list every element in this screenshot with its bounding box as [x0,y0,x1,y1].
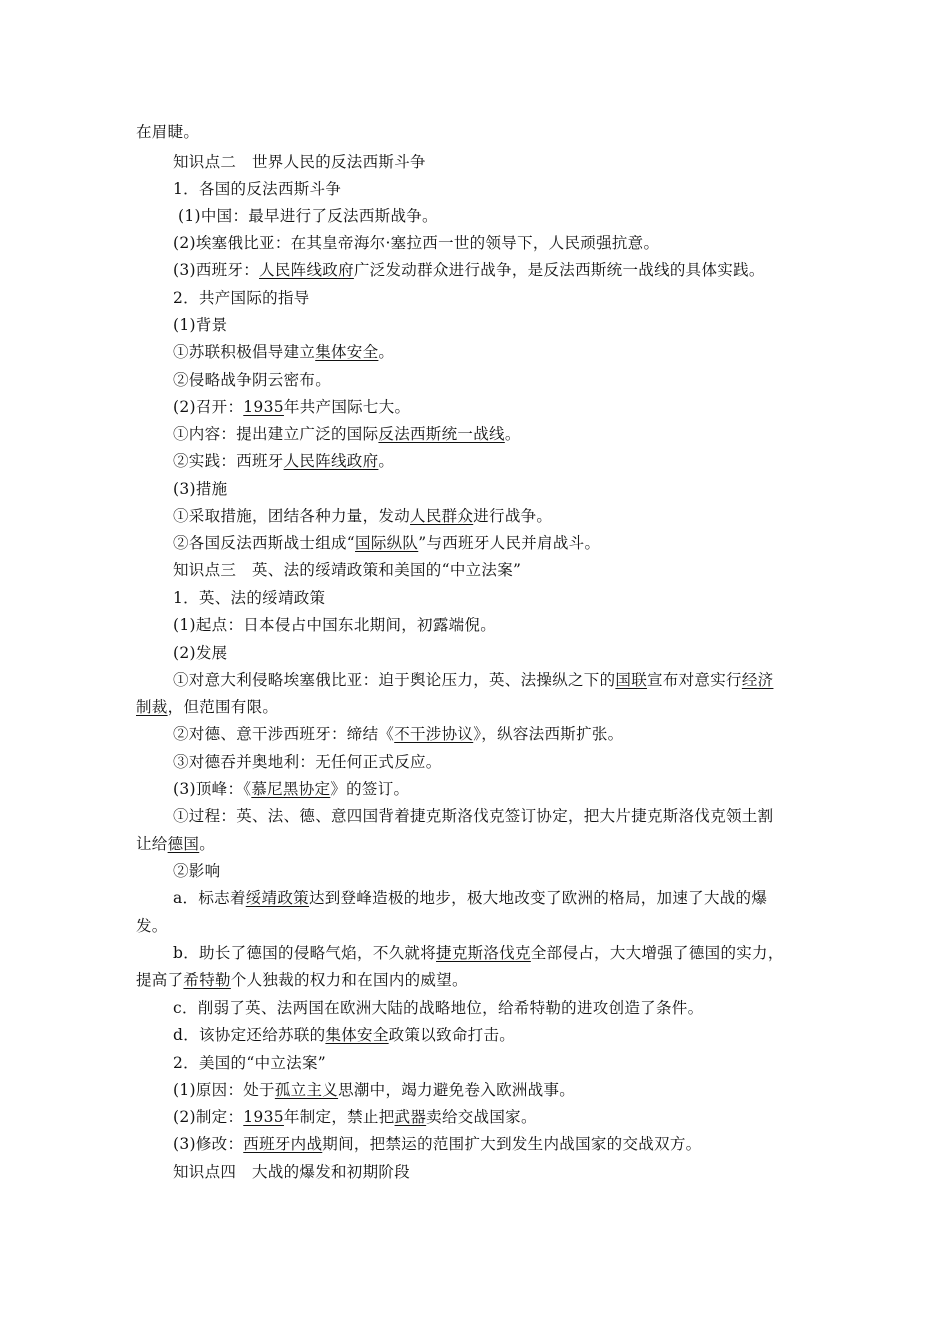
text-segment: 达到登峰造极的地步，极大地改变了欧洲的格局，加速了大战的爆 [308,889,768,907]
text-line [173,1053,326,1073]
text-segment: 1．英、法的绥靖政策 [173,589,326,607]
text-line [136,834,215,854]
text-line [136,122,199,142]
underlined-answer: 西班牙内战 [243,1135,323,1153]
underlined-answer: 1935 [243,398,284,416]
underlined-answer: 1935 [243,1108,284,1126]
text-segment: 思潮中，竭力避免卷入欧洲战事。 [338,1081,576,1099]
text-segment: ①苏联积极倡导建立 [173,343,316,361]
text-segment: ，但范围有限。 [167,698,279,716]
text-line [173,888,767,908]
text-segment: 2．美国的“中立法案” [173,1054,327,1072]
text-line [173,943,784,963]
text-segment: (1)中国：最早进行了反法西斯战争。 [178,207,438,225]
underlined-answer: 集体安全 [315,343,379,361]
text-line [136,970,468,990]
text-segment: 进行战争。 [473,507,553,525]
text-segment: ①内容：提出建立广泛的国际 [173,425,379,443]
text-segment: ①对意大利侵略埃塞俄比亚：迫于舆论压力，英、法操纵之下的 [173,671,616,689]
text-segment: b．助长了德国的侵略气焰，不久就将 [173,944,437,962]
text-segment: 提高了 [136,971,184,989]
text-line [173,1107,537,1127]
text-line [173,779,409,799]
text-line [173,588,325,608]
text-line [173,1134,701,1154]
text-segment: (3)措施 [173,480,228,498]
text-line [173,1162,410,1182]
text-segment: 让给 [136,835,168,853]
underlined-answer: 人民阵线政府 [259,261,354,279]
text-segment: (3)修改： [173,1135,244,1153]
text-segment: 》，纵容法西斯扩张。 [473,725,624,743]
underlined-answer: 国际纵队 [355,534,419,552]
text-segment: ②对德、意干涉西班牙：缔结《 [173,725,395,743]
text-segment: (2)制定： [173,1108,244,1126]
text-segment: (3)西班牙： [173,261,260,279]
text-segment: 》的签订。 [330,780,410,798]
text-segment: 广泛发动群众进行战争，是反法西斯统一战线的具体实践。 [353,261,765,279]
text-line [173,998,703,1018]
text-line [178,206,438,226]
text-segment: 知识点二 世界人民的反法西斯斗争 [173,153,426,171]
text-segment: 知识点三 英、法的绥靖政策和美国的“中立法案” [173,561,522,579]
text-segment: 全部侵占，大大增强了德国的实力， [530,944,784,962]
text-segment: 期间，把禁运的范围扩大到发生内战国家的交战双方。 [322,1135,702,1153]
text-segment: 2．共产国际的指导 [173,289,310,307]
text-line [173,451,394,471]
underlined-answer: 慕尼黑协定 [251,780,331,798]
text-segment: (2)发展 [173,644,228,662]
text-line [173,342,394,362]
text-line [173,724,623,744]
underlined-answer: 德国 [167,835,200,853]
underlined-answer: 绥靖政策 [245,889,309,907]
text-line [173,233,659,253]
text-line [136,916,168,936]
text-segment: ②实践：西班牙 [173,452,284,470]
underlined-answer: 不干涉协议 [394,725,474,743]
text-segment: (2)埃塞俄比亚：在其皇帝海尔·塞拉西一世的领导下，人民顽强抗意。 [173,234,660,252]
text-segment: c．削弱了英、法两国在欧洲大陆的战略地位，给希特勒的进攻创造了条件。 [173,999,704,1017]
text-line [173,397,410,417]
text-line [173,506,552,526]
underlined-answer: 经济 [741,671,774,689]
text-segment: 年制定，禁止把 [283,1108,395,1126]
text-line [173,615,496,635]
text-segment: 年共产国际七大。 [283,398,411,416]
text-segment: 在眉睫。 [136,123,200,141]
text-segment: ②影响 [173,862,221,880]
text-segment: 卖给交战国家。 [426,1108,537,1126]
underlined-answer: 人民阵线政府 [283,452,379,470]
text-line [136,697,278,717]
text-segment: ③对德吞并奥地利：无任何正式反应。 [173,753,442,771]
text-line [173,479,227,499]
text-line [173,861,220,881]
text-segment: ②各国反法西斯战士组成“ [173,534,356,552]
underlined-answer: 制裁 [136,698,168,716]
underlined-answer: 孤立主义 [274,1081,339,1099]
text-segment: 1．各国的反法西斯斗争 [173,180,342,198]
underlined-answer: 人民群众 [410,507,474,525]
text-segment: 个人独裁的权力和在国内的威望。 [230,971,468,989]
text-line [173,1025,515,1045]
text-segment: 。 [378,452,395,470]
text-segment: ②侵略战争阴云密布。 [173,371,332,389]
text-segment: a．标志着 [173,889,246,907]
text-line [173,560,521,580]
underlined-answer: 捷克斯洛伐克 [436,944,531,962]
text-line [173,1080,575,1100]
text-line [173,424,521,444]
text-segment: (1)背景 [173,316,228,334]
text-line [173,288,310,308]
text-segment: 。 [504,425,521,443]
text-segment: d．该协定还给苏联的 [173,1026,326,1044]
text-segment: (3)顶峰：《 [173,780,252,798]
text-line [173,533,600,553]
text-line [173,752,442,772]
text-segment: 知识点四 大战的爆发和初期阶段 [173,1163,411,1181]
text-segment: ①过程：英、法、德、意四国背着捷克斯洛伐克签订协定，把大片捷克斯洛伐克领土割 [173,807,774,825]
text-segment: (1)原因：处于 [173,1081,275,1099]
text-line [173,670,773,690]
text-line [173,370,331,390]
underlined-answer: 武器 [394,1108,427,1126]
underlined-answer: 反法西斯统一战线 [378,425,505,443]
text-segment: ①采取措施，团结各种力量，发动 [173,507,411,525]
text-segment: (2)召开： [173,398,244,416]
text-segment: 发。 [136,917,168,935]
underlined-answer: 集体安全 [325,1026,389,1044]
text-segment: 。 [199,835,216,853]
underlined-answer: 国联 [615,671,648,689]
text-segment: 。 [378,343,395,361]
underlined-answer: 希特勒 [183,971,231,989]
text-segment: ”与西班牙人民并肩战斗。 [418,534,601,552]
text-segment: 宣布对意实行 [647,671,742,689]
text-segment: (1)起点：日本侵占中国东北期间，初露端倪。 [173,616,497,634]
text-segment: 政策以致命打击。 [388,1026,516,1044]
text-line [173,806,773,826]
text-line [173,643,227,663]
text-line [173,260,765,280]
text-line [173,315,227,335]
text-line [173,152,426,172]
text-line [173,179,341,199]
